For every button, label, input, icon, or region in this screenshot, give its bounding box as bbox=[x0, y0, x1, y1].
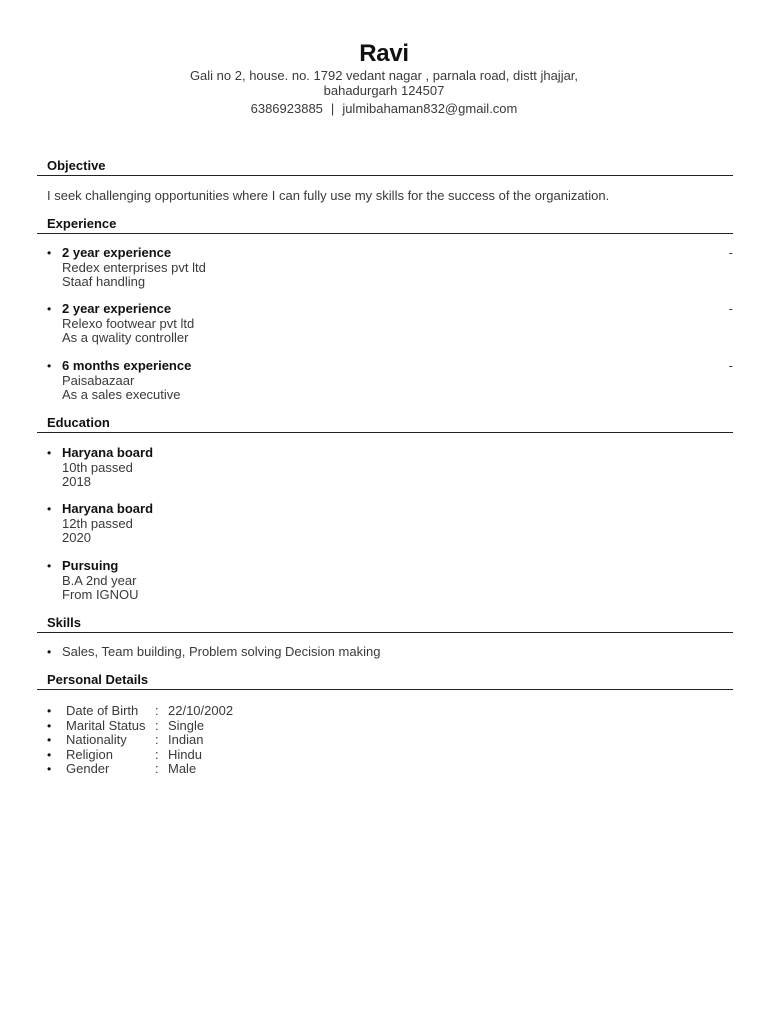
bullet-icon: • bbox=[47, 747, 52, 762]
skills-heading: Skills bbox=[37, 615, 733, 633]
education-detail: B.A 2nd year bbox=[62, 572, 137, 588]
detail-value: Indian bbox=[168, 732, 204, 747]
detail-colon: : bbox=[155, 732, 159, 747]
education-title: Pursuing bbox=[62, 558, 119, 573]
experience-role: As a sales executive bbox=[62, 387, 181, 402]
personal-details-heading: Personal Details bbox=[37, 672, 733, 690]
objective-heading: Objective bbox=[37, 158, 733, 176]
detail-value: 22/10/2002 bbox=[168, 703, 234, 718]
experience-title: 2 year experience bbox=[62, 301, 172, 316]
education-year: 2020 bbox=[62, 530, 91, 545]
experience-company: Relexo footwear pvt ltd bbox=[62, 315, 195, 331]
contact-separator: | bbox=[330, 101, 335, 116]
detail-label: Marital Status bbox=[66, 717, 146, 733]
experience-date: - bbox=[728, 301, 733, 316]
address-line-2: bahadurgarh 124507 bbox=[323, 83, 445, 98]
education-item bbox=[47, 502, 733, 546]
bullet-icon: • bbox=[47, 733, 52, 747]
education-item bbox=[47, 446, 733, 490]
experience-date: - bbox=[728, 358, 733, 373]
bullet-icon: • bbox=[47, 302, 52, 316]
education-heading: Education bbox=[37, 415, 733, 433]
experience-role: As a qwality controller bbox=[62, 330, 189, 345]
bullet-icon: • bbox=[47, 762, 52, 776]
bullet-icon: • bbox=[47, 704, 52, 718]
detail-colon: : bbox=[155, 761, 159, 776]
experience-title: 2 year experience bbox=[62, 245, 172, 260]
contact-line bbox=[0, 101, 768, 116]
experience-company: Paisabazaar bbox=[62, 372, 135, 388]
detail-label: Gender bbox=[66, 761, 110, 776]
address-line-1: Gali no 2, house. no. 1792 vedant nagar , parnala road, distt jhajjar, bbox=[189, 68, 579, 83]
education-year: 2018 bbox=[62, 474, 91, 489]
candidate-name: Ravi bbox=[359, 40, 409, 67]
bullet-icon: • bbox=[47, 559, 52, 573]
bullet-icon: • bbox=[47, 502, 52, 516]
detail-label: Date of Birth bbox=[66, 703, 139, 718]
experience-heading: Experience bbox=[37, 216, 733, 234]
education-title: Haryana board bbox=[62, 445, 154, 460]
detail-colon: : bbox=[155, 703, 159, 718]
experience-role: Staaf handling bbox=[62, 274, 146, 289]
detail-value: Male bbox=[168, 761, 197, 776]
education-detail: 10th passed bbox=[62, 459, 133, 475]
experience-item bbox=[47, 246, 733, 290]
resume-header bbox=[0, 40, 768, 116]
bullet-icon: • bbox=[47, 645, 52, 659]
email-address: julmibahaman832@gmail.com bbox=[342, 101, 518, 116]
bullet-icon: • bbox=[47, 446, 52, 460]
education-detail: 12th passed bbox=[62, 515, 133, 531]
education-institute: From IGNOU bbox=[62, 587, 139, 602]
skills-text: Sales, Team building, Problem solving Decision making bbox=[62, 644, 381, 659]
detail-colon: : bbox=[155, 717, 159, 733]
bullet-icon: • bbox=[47, 718, 52, 733]
experience-company: Redex enterprises pvt ltd bbox=[62, 259, 206, 275]
education-item bbox=[47, 559, 733, 603]
detail-colon: : bbox=[155, 746, 159, 762]
bullet-icon: • bbox=[47, 359, 52, 373]
detail-label: Nationality bbox=[66, 732, 127, 747]
detail-label: Religion bbox=[66, 746, 113, 762]
phone-number: 6386923885 bbox=[250, 101, 323, 116]
bullet-icon: • bbox=[47, 246, 52, 260]
skills-item bbox=[47, 645, 733, 660]
experience-title: 6 months experience bbox=[62, 358, 192, 373]
education-title: Haryana board bbox=[62, 501, 154, 516]
detail-value: Hindu bbox=[168, 746, 202, 762]
experience-item bbox=[47, 302, 733, 346]
objective-text: I seek challenging opportunities where I can fully use my skills for the success of the organization. bbox=[47, 188, 610, 203]
detail-value: Single bbox=[168, 717, 205, 733]
experience-date: - bbox=[728, 245, 733, 260]
experience-item bbox=[47, 359, 733, 403]
